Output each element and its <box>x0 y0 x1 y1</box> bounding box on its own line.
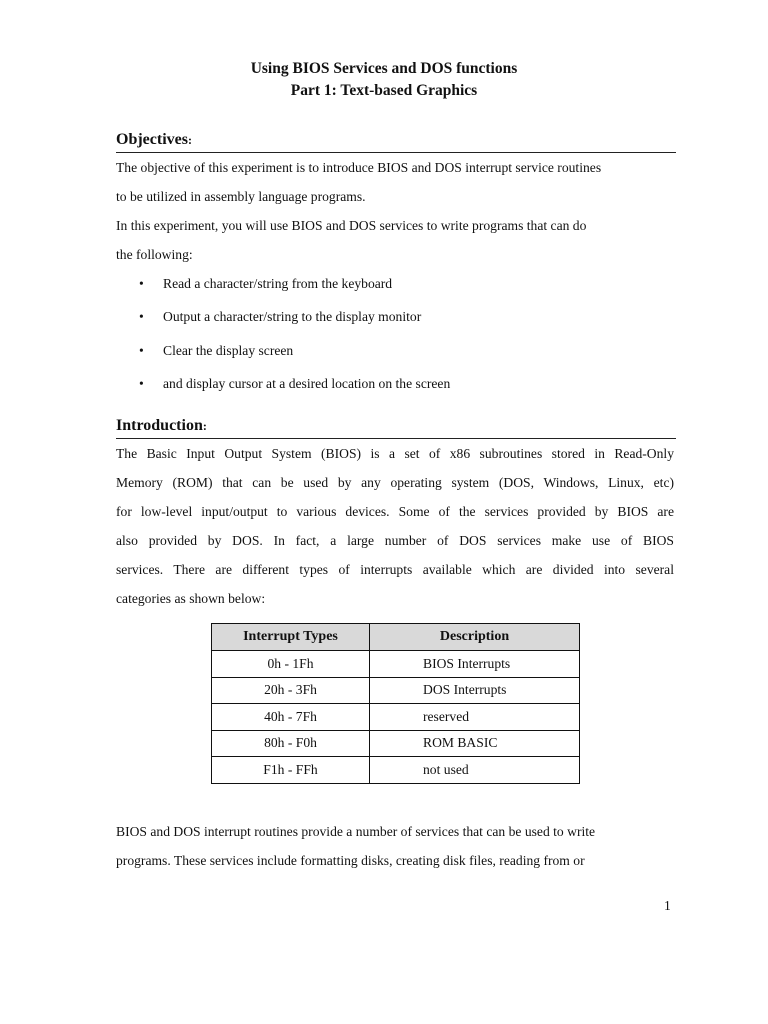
objectives-heading-colon: : <box>187 133 192 147</box>
introduction-heading-colon: : <box>202 419 207 433</box>
introduction-heading <box>116 417 676 439</box>
list-item-text: Read a character/string from the keyboard <box>163 276 393 291</box>
objectives-paragraph-1 <box>116 153 674 211</box>
table-cell: 40h - 7Fh <box>212 704 370 731</box>
table-cell: 20h - 3Fh <box>212 677 370 704</box>
text-line: BIOS and DOS interrupt routines provide a number of services that can be used to write <box>116 824 596 839</box>
bullet-icon: • <box>139 276 144 291</box>
page-number: 1 <box>664 898 671 913</box>
introduction-heading-text: Introduction <box>116 417 203 434</box>
table-row <box>212 757 580 784</box>
text-line: also provided by DOS. In fact, a large number of DOS services make use of BIOS <box>116 533 674 548</box>
column-header-interrupt-types: Interrupt Types <box>212 624 370 651</box>
interrupt-types-table <box>211 623 580 784</box>
list-item <box>116 270 674 303</box>
objectives-paragraph-2 <box>116 211 674 269</box>
table-cell: not used <box>370 757 580 784</box>
text-line: The objective of this experiment is to introduce BIOS and DOS interrupt service routines <box>116 160 602 175</box>
table-cell: F1h - FFh <box>212 757 370 784</box>
table-cell: BIOS Interrupts <box>370 651 580 678</box>
bullet-icon: • <box>139 309 144 325</box>
list-item-text: Output a character/string to the display monitor <box>163 309 422 325</box>
table-row <box>212 651 580 678</box>
objectives-bullet-list <box>116 270 674 403</box>
table-row <box>212 677 580 704</box>
introduction-paragraph <box>116 439 674 613</box>
text-line: for low-level input/output to various devices. Some of the services provided by BIOS are <box>116 504 674 519</box>
text-line: Memory (ROM) that can be used by any operating system (DOS, Windows, Linux, etc) <box>116 475 674 490</box>
text-line: In this experiment, you will use BIOS and DOS services to write programs that can do <box>116 218 587 233</box>
text-line: categories as shown below: <box>116 591 266 606</box>
table-cell: DOS Interrupts <box>370 677 580 704</box>
table-cell: reserved <box>370 704 580 731</box>
table-cell: ROM BASIC <box>370 730 580 757</box>
list-item-text: Clear the display screen <box>163 342 294 358</box>
text-line: The Basic Input Output System (BIOS) is a set of x86 subroutines stored in Read-Only <box>116 446 674 461</box>
table-row <box>212 704 580 731</box>
text-line: the following: <box>116 247 193 262</box>
text-line: programs. These services include formatting disks, creating disk files, reading from or <box>116 853 585 868</box>
list-item <box>116 370 674 403</box>
list-item-text: and display cursor at a desired location on the screen <box>163 375 451 391</box>
closing-paragraph <box>116 817 674 875</box>
text-line: to be utilized in assembly language programs. <box>116 189 366 204</box>
bullet-icon: • <box>139 342 144 358</box>
table-cell: 0h - 1Fh <box>212 651 370 678</box>
objectives-heading <box>116 131 676 153</box>
document-title: Using BIOS Services and DOS functions <box>250 60 518 77</box>
table-row <box>212 730 580 757</box>
objectives-heading-text: Objectives <box>116 131 188 148</box>
text-line: services. There are different types of interrupts available which are divided into several <box>116 562 674 577</box>
list-item <box>116 303 674 336</box>
list-item <box>116 337 674 370</box>
bullet-icon: • <box>139 375 144 391</box>
column-header-description: Description <box>370 624 580 651</box>
table-cell: 80h - F0h <box>212 730 370 757</box>
document-subtitle: Part 1: Text-based Graphics <box>290 82 478 99</box>
table-header-row <box>212 624 580 651</box>
